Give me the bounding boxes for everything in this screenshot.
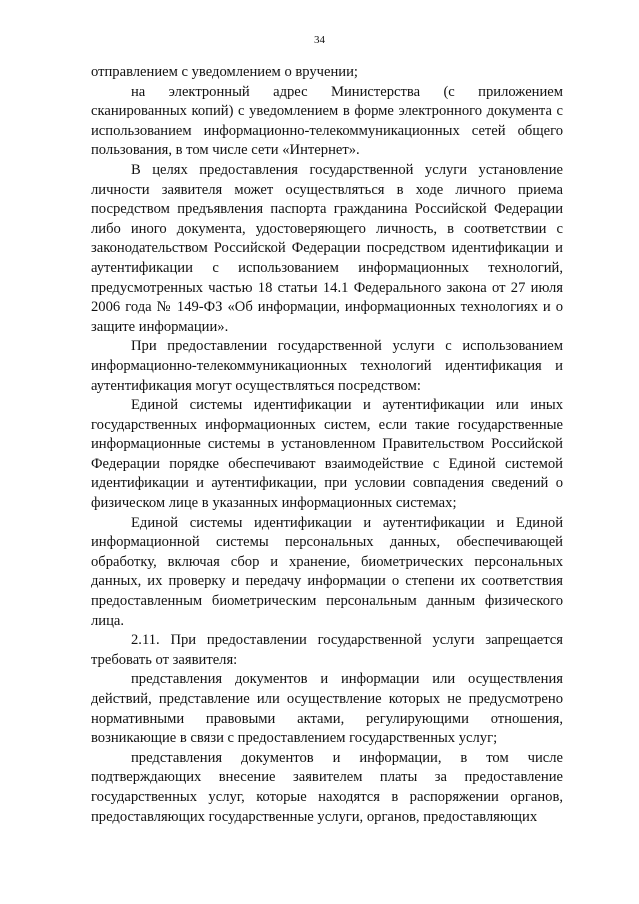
paragraph-esia: Единой системы идентификации и аутентификации или иных государственных информационных систем, если такие государственные информационные системы в установленном Правительством Российской Федерации порядке обеспечивают взаимодействие с Единой системой идентификации и аутентификации, при условии совпадения сведений о физическом лице в указанных информационных системах;: [91, 397, 563, 512]
paragraph-identity-verification: В целях предоставления государственной услуги установление личности заявителя может осуществляться в ходе личного приема посредством предъявления паспорта гражданина Российской Федерации либо иного документа, удостоверяющего личность, в соответствии с законодательством Российской Федерации посредством идентификации и аутентификации с использованием информационных технологий, предусмотренных частью 18 статьи 14.1 Федерального закона от 27 июля 2006 года № 149-ФЗ «Об информации, информационных технологиях и о защите информации».: [91, 161, 563, 335]
document-body: [91, 63, 563, 827]
paragraph-section-2-11: 2.11. При предоставлении государственной услуги запрещается требовать от заявителя:: [91, 632, 563, 668]
paragraph-fee-documents: представления документов и информации, в том числе подтверждающих внесение заявителем платы за предоставление государственных услуг, которые находятся в распоряжении органов, предоставляющих государственные услуги, органов, предоставляющих: [91, 749, 563, 825]
paragraph-identification-methods: При предоставлении государственной услуги с использованием информационно-телекоммуникационных технологий идентификация и аутентификация могут осуществляться посредством:: [91, 338, 563, 394]
paragraph-delivery-notice: отправлением с уведомлением о вручении;: [91, 64, 358, 80]
paragraph-prohibited-documents: представления документов и информации или осуществления действий, представление или осуществление которых не предусмотрено нормативными правовыми актами, регулирующими отношения, возникающие в связи с предоставлением государственных услуг;: [91, 671, 563, 747]
page-number: 34: [314, 34, 325, 46]
paragraph-electronic-address: на электронный адрес Министерства (с приложением сканированных копий) с уведомлением в форме электронного документа с использованием информационно-телекоммуникационных сетей общего пользования, в том числе сети «Интернет».: [91, 83, 563, 159]
paragraph-esia-biometric: Единой системы идентификации и аутентификации и Единой информационной системы персональных данных, обеспечивающей обработку, включая сбор и хранение, биометрических персональных данных, их проверку и передачу информации о степени их соответствия предоставленным биометрическим персональным данным физического лица.: [91, 514, 563, 629]
